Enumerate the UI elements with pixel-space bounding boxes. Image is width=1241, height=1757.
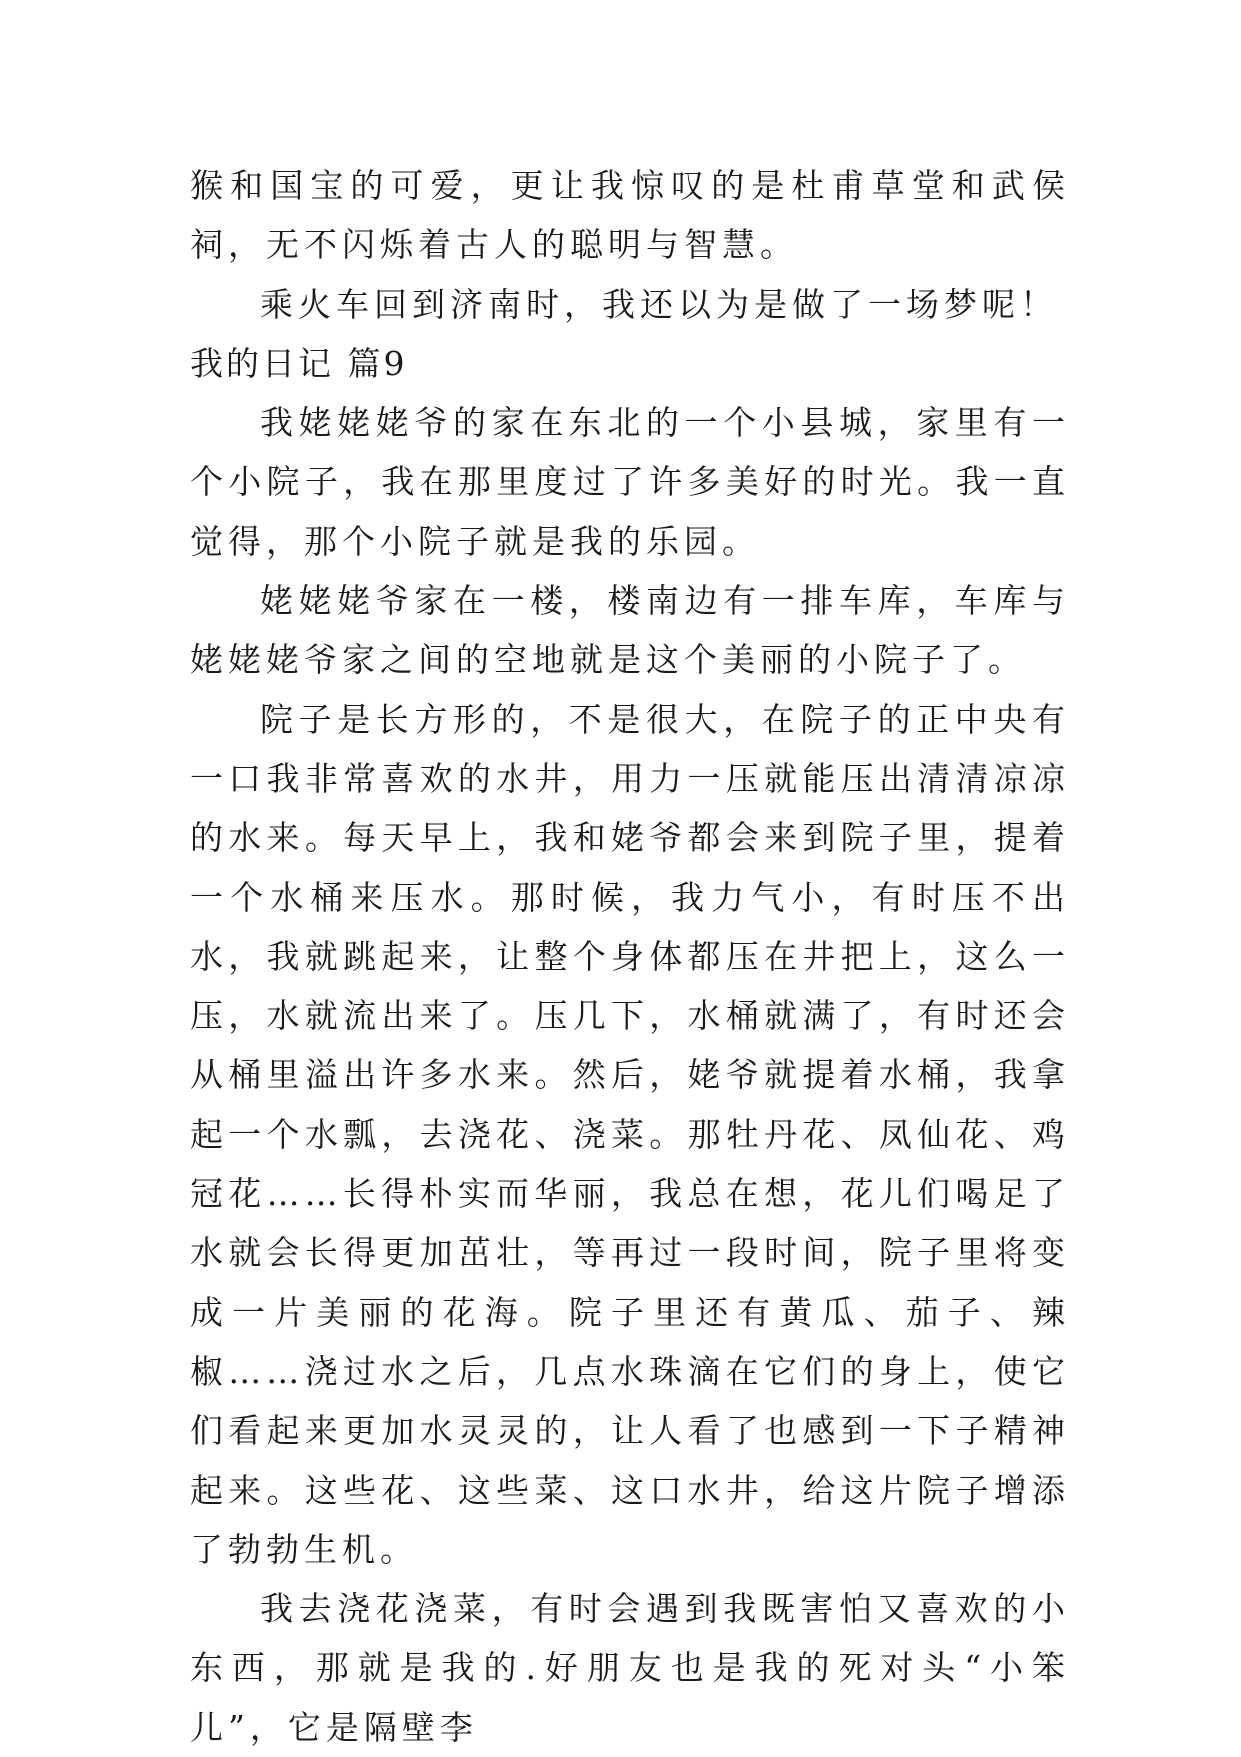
- paragraph-continued: 猴和国宝的可爱，更让我惊叹的是杜甫草堂和武侯祠，无不闪烁着古人的聪明与智慧。: [190, 166, 1070, 265]
- document-body: [190, 156, 1070, 1757]
- paragraph-train-return: 乘火车回到济南时，我还以为是做了一场梦呢！: [260, 284, 1058, 324]
- paragraph-grandparents-home: 我姥姥姥爷的家在东北的一个小县城，家里有一个小院子，我在那里度过了许多美好的时光。我一直觉得，那个小院子就是我的乐园。: [190, 403, 1070, 561]
- paragraph-little-friend: 我去浇花浇菜，有时会遇到我既害怕又喜欢的小东西，那就是我的.好朋友也是我的死对头“小笨儿”，它是隔壁李: [190, 1589, 1070, 1747]
- paragraph-courtyard-well: 院子是长方形的，不是很大，在院子的正中央有一口我非常喜欢的水井，用力一压就能压出清清凉凉的水来。每天早上，我和姥爷都会来到院子里，提着一个水桶来压水。那时候，我力气小，有时压不出水，我就跳起来，让整个身体都压在井把上，这么一压，水就流出来了。压几下，水桶就满了，有时还会从桶里溢出许多水来。然后，姥爷就提着水桶，我拿起一个水瓢，去浇花、浇菜。那牡丹花、凤仙花、鸡冠花……长得朴实而华丽，我总在想，花儿们喝足了水就会长得更加茁壮，等再过一段时间，院子里将变成一片美丽的花海。院子里还有黄瓜、茄子、辣椒……浇过水之后，几点水珠滴在它们的身上，使它们看起来更加水灵灵的，让人看了也感到一下子精神起来。这些花、这些菜、这口水井，给这片院子增添了勃勃生机。: [190, 699, 1070, 1569]
- section-heading: 我的日记 篇9: [190, 343, 408, 383]
- paragraph-courtyard-location: 姥姥姥爷家在一楼，楼南边有一排车库，车库与姥姥姥爷家之间的空地就是这个美丽的小院子了。: [190, 581, 1070, 680]
